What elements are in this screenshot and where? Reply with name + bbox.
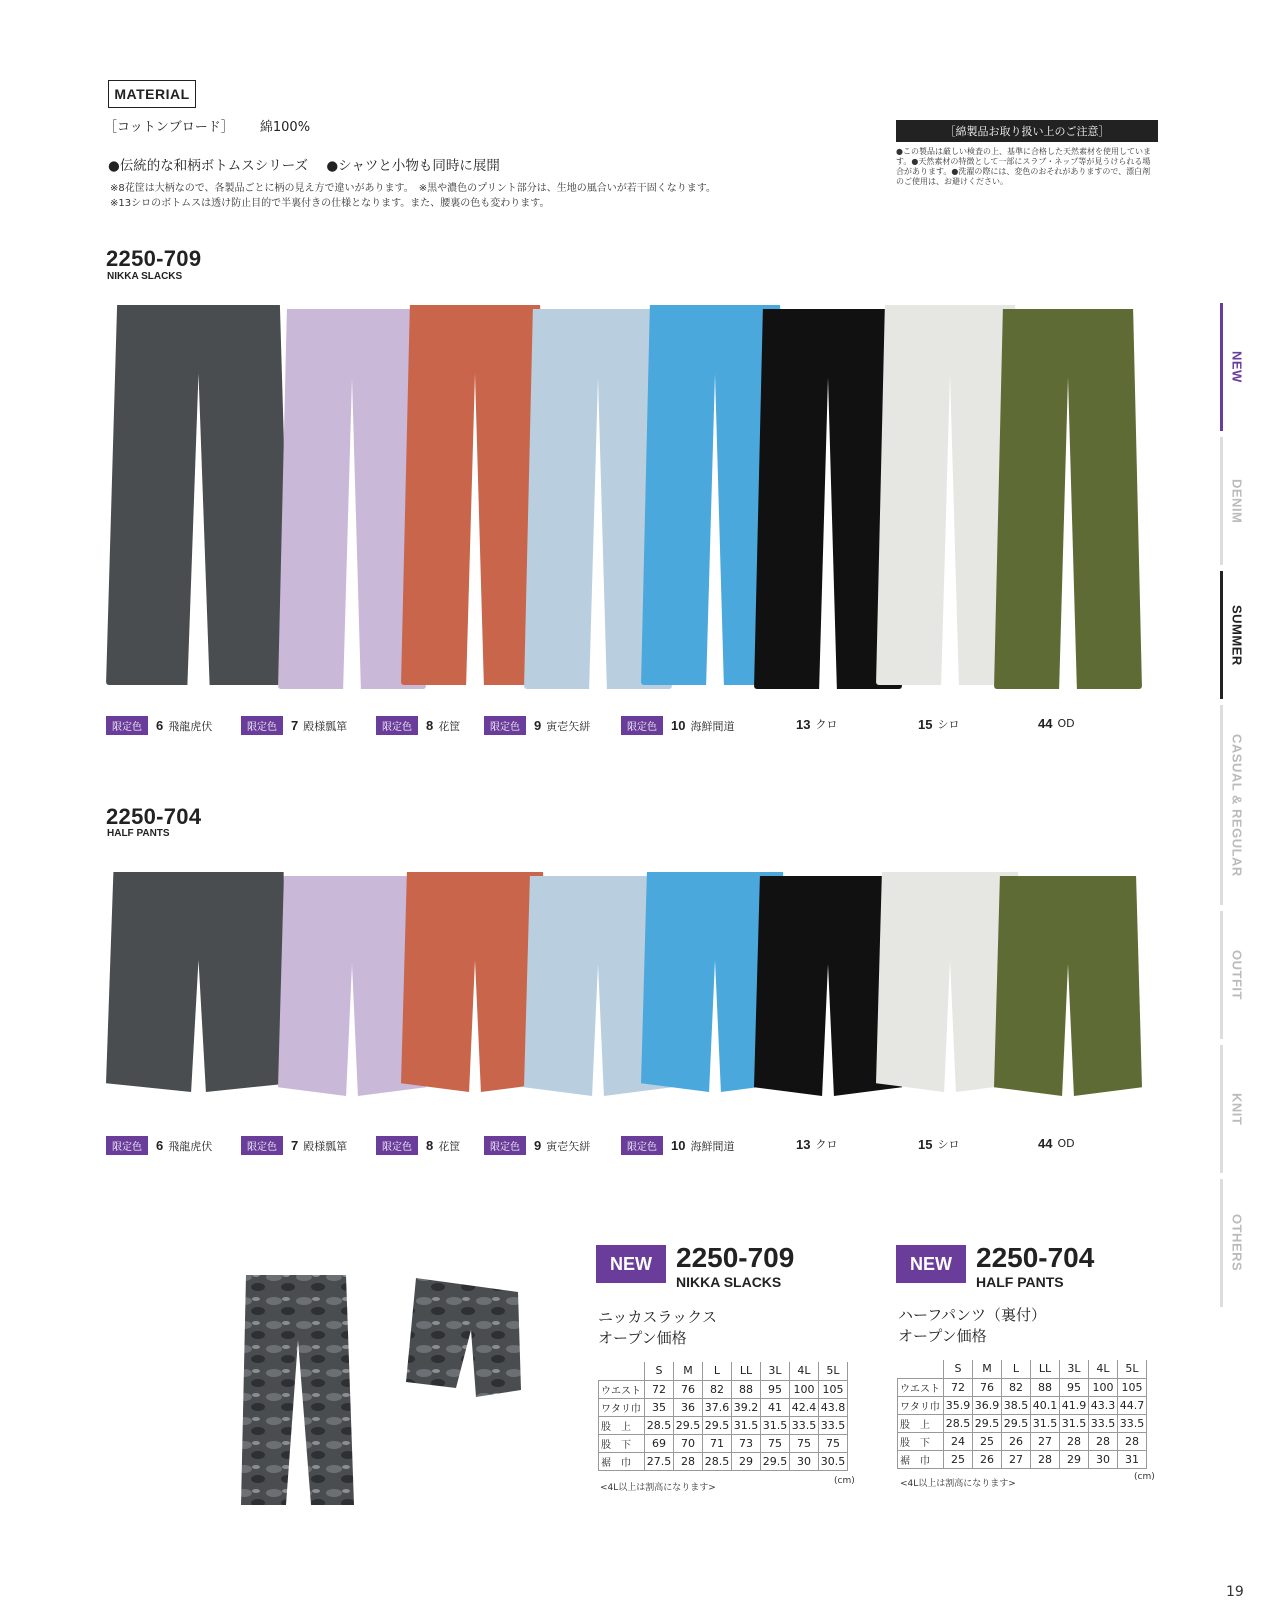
size-value: 31.5	[1031, 1414, 1060, 1432]
size-value: 42.4	[790, 1398, 819, 1416]
size-value: 29.5	[761, 1452, 790, 1470]
size-value: 27	[1031, 1432, 1060, 1450]
color-label	[621, 1136, 734, 1155]
limited-badge: 限定色	[241, 1136, 283, 1155]
size-header: M	[674, 1362, 703, 1380]
color-name: 飛龍虎伏	[168, 719, 213, 733]
color-name: OD	[1057, 717, 1075, 730]
feature-item: ●シャツと小物も同時に展開	[326, 158, 500, 174]
size-value: 95	[1060, 1378, 1089, 1396]
feature-item: ●伝統的な和柄ボトムスシリーズ	[108, 158, 309, 174]
table-row	[898, 1432, 1147, 1450]
color-name: 殿様瓢箪	[303, 1139, 348, 1153]
spec-name: HALF PANTS	[976, 1274, 1064, 1290]
limited-badge: 限定色	[621, 716, 663, 735]
color-number: 7	[291, 1138, 299, 1153]
color-label	[918, 716, 959, 732]
size-value: 72	[645, 1380, 674, 1398]
size-value: 33.5	[1118, 1414, 1147, 1432]
size-value: 29	[1060, 1450, 1089, 1468]
note-line: ※13シロのボトムスは透け防止目的で半裏付きの仕様となります。また、腰裏の色も変わります。	[110, 198, 550, 209]
color-label	[241, 716, 347, 735]
size-unit: (cm)	[1134, 1472, 1155, 1482]
row-label: 股 上	[898, 1414, 944, 1432]
tab-denim[interactable]: DENIM	[1229, 478, 1245, 524]
table-row	[898, 1378, 1147, 1396]
color-label	[484, 1136, 590, 1155]
size-header: S	[944, 1360, 973, 1378]
size-value: 31.5	[761, 1416, 790, 1434]
bottom-product-images	[236, 1270, 556, 1510]
tab-summer[interactable]: SUMMER	[1229, 604, 1245, 666]
size-footnote: <4L以上は割高になります>	[600, 1483, 716, 1493]
table-row	[599, 1434, 848, 1452]
size-value: 70	[674, 1434, 703, 1452]
color-number: 15	[918, 716, 933, 732]
color-number: 8	[426, 1138, 434, 1153]
row-label: 裾 巾	[898, 1450, 944, 1468]
table-row	[599, 1398, 848, 1416]
size-value: 27.5	[645, 1452, 674, 1470]
size-header: 4L	[1089, 1360, 1118, 1378]
features	[108, 154, 514, 174]
size-table-grid	[897, 1360, 1147, 1469]
color-number: 9	[534, 718, 542, 733]
size-value: 29	[732, 1452, 761, 1470]
size-value: 39.2	[732, 1398, 761, 1416]
size-value: 75	[761, 1434, 790, 1452]
size-value: 43.3	[1089, 1396, 1118, 1414]
color-label	[1038, 1136, 1075, 1151]
color-label	[376, 716, 460, 735]
pants-swatch-44	[994, 876, 1142, 1096]
color-labels-row	[106, 1136, 1166, 1156]
size-value: 75	[819, 1434, 848, 1452]
color-label	[796, 716, 837, 732]
color-name: 殿様瓢箪	[303, 719, 348, 733]
size-unit: (cm)	[834, 1476, 855, 1486]
row-label: 股 下	[599, 1434, 645, 1452]
color-name: 花筐	[438, 1139, 461, 1153]
size-value: 36	[674, 1398, 703, 1416]
size-value: 30.5	[819, 1452, 848, 1470]
size-value: 40.1	[1031, 1396, 1060, 1414]
product-code: 2250-704	[106, 804, 202, 829]
size-value: 75	[790, 1434, 819, 1452]
color-number: 44	[1038, 716, 1053, 731]
color-number: 10	[671, 718, 686, 733]
color-name: 寅壱矢絣	[546, 1139, 591, 1153]
size-value: 76	[973, 1378, 1002, 1396]
limited-badge: 限定色	[106, 716, 148, 735]
slacks-image	[241, 1275, 354, 1505]
color-name: OD	[1057, 1137, 1075, 1150]
page-number: 19	[1226, 1584, 1244, 1600]
spec-code: 2250-704	[976, 1242, 1095, 1273]
size-header: LL	[732, 1362, 761, 1380]
new-badge: NEW	[596, 1245, 666, 1283]
size-value: 30	[1089, 1450, 1118, 1468]
size-value: 30	[790, 1452, 819, 1470]
product-image-row	[106, 305, 1166, 690]
size-value: 76	[674, 1380, 703, 1398]
size-header: 3L	[1060, 1360, 1089, 1378]
size-header: 4L	[790, 1362, 819, 1380]
size-value: 95	[761, 1380, 790, 1398]
tab-casual-regular[interactable]: CASUAL & REGULAR	[1229, 733, 1245, 877]
size-value: 33.5	[790, 1416, 819, 1434]
size-footnote: <4L以上は割高になります>	[900, 1479, 1016, 1489]
new-badge: NEW	[896, 1245, 966, 1283]
size-header: 5L	[1118, 1360, 1147, 1378]
care-title: ［綿製品お取り扱い上のご注意］	[896, 120, 1158, 142]
fabric-composition: 綿100%	[259, 120, 311, 135]
color-name: クロ	[815, 1138, 838, 1151]
size-value: 28	[674, 1452, 703, 1470]
size-header: M	[973, 1360, 1002, 1378]
size-value: 28.5	[944, 1414, 973, 1432]
size-value: 105	[819, 1380, 848, 1398]
row-label: ワタリ巾	[599, 1398, 645, 1416]
size-value: 100	[790, 1380, 819, 1398]
color-number: 15	[918, 1136, 933, 1152]
size-header: S	[645, 1362, 674, 1380]
color-label	[241, 1136, 347, 1155]
size-value: 82	[703, 1380, 732, 1398]
product-code: 2250-709	[106, 246, 202, 271]
color-label	[796, 1136, 837, 1152]
table-row	[898, 1396, 1147, 1414]
size-value: 35.9	[944, 1396, 973, 1414]
size-value: 31	[1118, 1450, 1147, 1468]
size-value: 28	[1118, 1432, 1147, 1450]
material-label: MATERIAL	[108, 80, 196, 108]
color-label	[918, 1136, 959, 1152]
tab-knit[interactable]: KNIT	[1229, 1092, 1245, 1126]
tab-outfit[interactable]: OUTFIT	[1229, 950, 1245, 1000]
table-row	[898, 1414, 1147, 1432]
size-value: 28.5	[645, 1416, 674, 1434]
product-name: HALF PANTS	[107, 828, 170, 839]
limited-badge: 限定色	[484, 1136, 526, 1155]
color-labels-row	[106, 716, 1166, 736]
size-value: 38.5	[1002, 1396, 1031, 1414]
color-number: 10	[671, 1138, 686, 1153]
color-number: 6	[156, 718, 164, 733]
limited-badge: 限定色	[376, 1136, 418, 1155]
size-value: 29.5	[674, 1416, 703, 1434]
color-label	[1038, 716, 1075, 731]
limited-badge: 限定色	[484, 716, 526, 735]
size-value: 105	[1118, 1378, 1147, 1396]
spec-price: オープン価格	[898, 1327, 987, 1345]
table-row	[599, 1380, 848, 1398]
size-value: 72	[944, 1378, 973, 1396]
size-value: 88	[1031, 1378, 1060, 1396]
color-name: シロ	[937, 1138, 960, 1151]
product-image-row	[106, 872, 1166, 1096]
product-name: NIKKA SLACKS	[107, 271, 183, 282]
color-name: クロ	[815, 718, 838, 731]
size-table-grid	[598, 1362, 848, 1471]
size-value: 37.6	[703, 1398, 732, 1416]
color-number: 6	[156, 1138, 164, 1153]
size-value: 100	[1089, 1378, 1118, 1396]
table-row	[599, 1452, 848, 1470]
color-label	[484, 716, 590, 735]
table-row	[898, 1450, 1147, 1468]
color-name: 飛龍虎伏	[168, 1139, 213, 1153]
size-value: 33.5	[1089, 1414, 1118, 1432]
size-header: L	[703, 1362, 732, 1380]
size-header: 5L	[819, 1362, 848, 1380]
size-value: 41.9	[1060, 1396, 1089, 1414]
size-value: 28.5	[703, 1452, 732, 1470]
row-label: ウエスト	[599, 1380, 645, 1398]
size-value: 27	[1002, 1450, 1031, 1468]
spec-jp-name: ハーフパンツ（裏付）	[898, 1306, 1047, 1324]
row-label: ウエスト	[898, 1378, 944, 1396]
half-pants-image	[406, 1278, 521, 1397]
fabric-name: ［コットンブロード］	[104, 120, 234, 135]
color-name: 海鮮間道	[690, 1139, 735, 1153]
color-label	[106, 1136, 212, 1155]
tab-others[interactable]: OTHERS	[1229, 1214, 1245, 1272]
size-value: 41	[761, 1398, 790, 1416]
size-value: 29.5	[1002, 1414, 1031, 1432]
size-value: 36.9	[973, 1396, 1002, 1414]
color-name: シロ	[937, 718, 960, 731]
spec-code: 2250-709	[676, 1242, 795, 1273]
tab-new[interactable]: NEW	[1229, 351, 1245, 383]
spec-name: NIKKA SLACKS	[676, 1274, 782, 1290]
size-value: 24	[944, 1432, 973, 1450]
size-value: 28	[1089, 1432, 1118, 1450]
color-number: 7	[291, 718, 299, 733]
row-label: ワタリ巾	[898, 1396, 944, 1414]
fabric-info	[104, 116, 332, 135]
size-value: 28	[1060, 1432, 1089, 1450]
limited-badge: 限定色	[376, 716, 418, 735]
size-value: 26	[1002, 1432, 1031, 1450]
color-number: 13	[796, 1136, 811, 1152]
table-row	[599, 1416, 848, 1434]
pants-swatch-6	[106, 872, 291, 1092]
size-value: 25	[973, 1432, 1002, 1450]
pants-swatch-44	[994, 309, 1142, 689]
color-number: 44	[1038, 1136, 1053, 1151]
size-value: 29.5	[703, 1416, 732, 1434]
pants-swatch-6	[106, 305, 291, 685]
color-number: 13	[796, 716, 811, 732]
size-header: LL	[1031, 1360, 1060, 1378]
size-value: 31.5	[1060, 1414, 1089, 1432]
size-value: 26	[973, 1450, 1002, 1468]
size-value: 69	[645, 1434, 674, 1452]
size-table	[598, 1362, 848, 1471]
size-value: 88	[732, 1380, 761, 1398]
size-value: 44.7	[1118, 1396, 1147, 1414]
color-label	[621, 716, 734, 735]
spec-jp-name: ニッカスラックス	[598, 1308, 717, 1326]
size-header: 3L	[761, 1362, 790, 1380]
size-value: 29.5	[973, 1414, 1002, 1432]
size-header: L	[1002, 1360, 1031, 1378]
spec-price: オープン価格	[598, 1329, 687, 1347]
size-value: 82	[1002, 1378, 1031, 1396]
size-value: 43.8	[819, 1398, 848, 1416]
size-value: 33.5	[819, 1416, 848, 1434]
color-name: 寅壱矢絣	[546, 719, 591, 733]
color-number: 9	[534, 1138, 542, 1153]
size-value: 73	[732, 1434, 761, 1452]
size-table	[897, 1360, 1147, 1469]
size-value: 71	[703, 1434, 732, 1452]
size-value: 31.5	[732, 1416, 761, 1434]
color-name: 花筐	[438, 719, 461, 733]
row-label: 裾 巾	[599, 1452, 645, 1470]
size-value: 35	[645, 1398, 674, 1416]
color-label	[376, 1136, 460, 1155]
color-name: 海鮮間道	[690, 719, 735, 733]
note-line: ※8花筐は大柄なので、各製品ごとに柄の見え方で違いがあります。 ※黒や濃色のプリント部分は、生地の風合いが若干固くなります。	[110, 183, 716, 194]
care-body: ●この製品は厳しい検査の上、基準に合格した天然素材を使用しています。●天然素材の特徴として一部にスラブ・ネップ等が見うけられる場合があります。●洗濯の際には、変色のおそれがありますので、漂白剤のご使用は、お避けください。	[896, 147, 1151, 186]
row-label: 股 上	[599, 1416, 645, 1434]
row-label: 股 下	[898, 1432, 944, 1450]
color-number: 8	[426, 718, 434, 733]
limited-badge: 限定色	[621, 1136, 663, 1155]
size-value: 25	[944, 1450, 973, 1468]
color-label	[106, 716, 212, 735]
limited-badge: 限定色	[241, 716, 283, 735]
limited-badge: 限定色	[106, 1136, 148, 1155]
size-value: 28	[1031, 1450, 1060, 1468]
